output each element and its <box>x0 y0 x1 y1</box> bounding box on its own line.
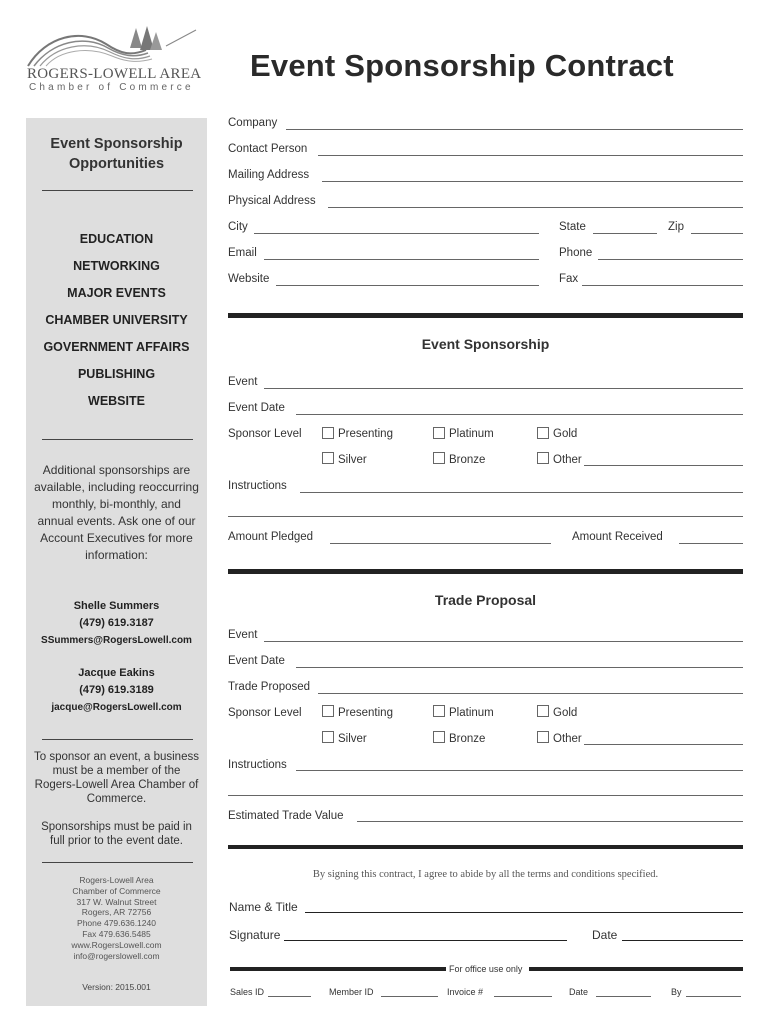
signature-field[interactable] <box>284 940 567 941</box>
estimated-trade-value-label: Estimated Trade Value <box>228 810 344 822</box>
logo-name: ROGERS-LOWELL AREA <box>27 66 202 82</box>
opportunity-item: GOVERNMENT AFFAIRS <box>43 340 190 354</box>
state-label: State <box>559 221 586 233</box>
instructions-label: Instructions <box>228 480 287 492</box>
event-date-label: Event Date <box>228 402 285 414</box>
sales-id-label: Sales ID <box>230 987 265 997</box>
name-title-field[interactable] <box>305 912 743 913</box>
amount-pledged-field[interactable] <box>330 543 551 544</box>
company-field[interactable] <box>286 129 743 130</box>
trade-presenting-label: Presenting <box>338 707 393 719</box>
trade-event-date-label: Event Date <box>228 655 285 667</box>
event-date-field[interactable] <box>296 414 743 415</box>
invoice-field[interactable] <box>494 996 552 997</box>
sidebar-heading <box>26 134 207 174</box>
signature-date-label: Date <box>592 928 618 942</box>
physical-address-label: Physical Address <box>228 195 316 207</box>
contact-email: jacque@RogersLowell.com <box>51 702 182 713</box>
address-line: Rogers, AR 72756 <box>81 907 152 918</box>
office-date-field[interactable] <box>596 996 651 997</box>
trade-silver-checkbox[interactable] <box>322 731 334 743</box>
opportunity-item: CHAMBER UNIVERSITY <box>45 313 188 327</box>
address-line: 317 W. Walnut Street <box>76 896 157 907</box>
contact-person-label: Contact Person <box>228 143 308 155</box>
sidebar-divider <box>42 439 193 440</box>
invoice-label: Invoice # <box>447 987 484 997</box>
contact-jacque <box>26 665 207 716</box>
name-title-label: Name & Title <box>229 900 298 914</box>
chamber-address <box>26 875 207 961</box>
logo-subtitle: Chamber of Commerce <box>29 82 194 93</box>
address-line: Fax 479.636.5485 <box>82 928 151 939</box>
address-line: Chamber of Commerce <box>72 885 161 896</box>
amount-received-field[interactable] <box>679 543 743 544</box>
sidebar-divider <box>42 739 193 740</box>
gold-checkbox[interactable] <box>537 427 549 439</box>
trade-silver-label: Silver <box>338 733 367 745</box>
sales-id-field[interactable] <box>268 996 311 997</box>
trade-bronze-checkbox[interactable] <box>433 731 445 743</box>
phone-field[interactable] <box>598 259 743 260</box>
other-field[interactable] <box>584 465 743 466</box>
additional-sponsorships-text: Additional sponsorships are available, including reoccurring monthly, bi-monthly, and annual events. Ask one of our Account Executives for more information: <box>34 463 199 562</box>
presenting-label: Presenting <box>338 428 393 440</box>
sidebar-heading-line1: Event Sponsorship <box>50 136 183 152</box>
instructions-field[interactable] <box>300 492 743 493</box>
page-title: Event Sponsorship Contract <box>250 48 674 83</box>
contact-name: Shelle Summers <box>73 600 160 612</box>
bronze-checkbox[interactable] <box>433 452 445 464</box>
trade-proposed-field[interactable] <box>318 693 743 694</box>
trade-platinum-checkbox[interactable] <box>433 705 445 717</box>
version-label: Version: 2015.001 <box>82 982 151 992</box>
fax-label: Fax <box>559 273 579 285</box>
by-label: By <box>671 987 682 997</box>
by-field[interactable] <box>686 996 741 997</box>
event-field[interactable] <box>264 388 743 389</box>
trade-gold-label: Gold <box>553 707 578 719</box>
silver-label: Silver <box>338 454 367 466</box>
opportunity-item: NETWORKING <box>73 259 160 273</box>
trade-bronze-label: Bronze <box>449 733 486 745</box>
opportunity-item: MAJOR EVENTS <box>67 286 166 300</box>
mailing-address-label: Mailing Address <box>228 169 310 181</box>
event-label: Event <box>228 376 258 388</box>
sidebar-divider <box>42 862 193 863</box>
other-checkbox[interactable] <box>537 452 549 464</box>
section-divider <box>228 569 743 574</box>
office-use-bar-right <box>529 967 743 971</box>
presenting-checkbox[interactable] <box>322 427 334 439</box>
fax-field[interactable] <box>582 285 743 286</box>
amount-pledged-label: Amount Pledged <box>228 531 314 543</box>
opportunity-item: WEBSITE <box>88 394 145 408</box>
signature-label: Signature <box>229 928 281 942</box>
email-label: Email <box>228 247 257 259</box>
website-field[interactable] <box>276 285 539 286</box>
office-date-label: Date <box>569 987 589 997</box>
website-label: Website <box>228 273 270 285</box>
phone-label: Phone <box>559 247 593 259</box>
office-use-label: For office use only <box>449 964 523 974</box>
estimated-trade-value-field[interactable] <box>357 821 743 822</box>
email-field[interactable] <box>264 259 539 260</box>
sponsor-level-label: Sponsor Level <box>228 428 302 440</box>
amount-received-label: Amount Received <box>572 531 663 543</box>
sidebar-heading-line2: Opportunities <box>68 156 165 172</box>
membership-note: To sponsor an event, a business must be a member of the Rogers-Lowell Area Chamber of Commerce. <box>34 751 199 805</box>
payment-note: Sponsorships must be paid in full prior to the event date. <box>41 821 192 847</box>
other-label: Other <box>553 454 582 466</box>
opportunity-item: EDUCATION <box>79 232 154 246</box>
address-line: Phone 479.636.1240 <box>77 918 156 929</box>
zip-label: Zip <box>668 221 684 233</box>
trade-gold-checkbox[interactable] <box>537 705 549 717</box>
zip-field[interactable] <box>691 233 743 234</box>
trade-instructions-field[interactable] <box>296 770 743 771</box>
contact-email: SSummers@RogersLowell.com <box>41 635 192 646</box>
opportunity-item: PUBLISHING <box>77 367 156 381</box>
trade-proposed-label: Trade Proposed <box>228 681 311 693</box>
physical-address-field[interactable] <box>328 207 743 208</box>
event-sponsorship-heading: Event Sponsorship <box>421 336 550 352</box>
contact-person-field[interactable] <box>318 155 743 156</box>
section-divider <box>228 313 743 318</box>
contact-phone: (479) 619.3189 <box>79 684 154 696</box>
sidebar-divider <box>42 190 193 191</box>
trade-proposal-heading: Trade Proposal <box>434 592 537 608</box>
signature-date-field[interactable] <box>622 940 743 941</box>
trade-event-label: Event <box>228 629 258 641</box>
trade-presenting-checkbox[interactable] <box>322 705 334 717</box>
contact-shelle <box>26 598 207 649</box>
address-line: Rogers-Lowell Area <box>79 875 154 885</box>
chamber-logo-icon <box>26 26 198 68</box>
office-use-bar-left <box>230 967 446 971</box>
silver-checkbox[interactable] <box>322 452 334 464</box>
state-field[interactable] <box>593 233 657 234</box>
trade-other-field[interactable] <box>584 744 743 745</box>
trade-instructions-field-line2[interactable] <box>228 795 743 796</box>
trade-instructions-label: Instructions <box>228 759 287 771</box>
gold-label: Gold <box>553 428 578 440</box>
trade-event-date-field[interactable] <box>296 667 743 668</box>
sidebar <box>26 118 207 1006</box>
address-line: www.RogersLowell.com <box>71 939 162 950</box>
agreement-text: By signing this contract, I agree to abide by all the terms and conditions specified. <box>312 869 659 880</box>
contact-name: Jacque Eakins <box>78 667 155 679</box>
trade-event-field[interactable] <box>264 641 743 642</box>
member-id-field[interactable] <box>381 996 438 997</box>
address-line: info@rogerslowell.com <box>73 950 160 961</box>
platinum-checkbox[interactable] <box>433 427 445 439</box>
company-label: Company <box>228 117 278 129</box>
instructions-field-line2[interactable] <box>228 516 743 517</box>
trade-other-checkbox[interactable] <box>537 731 549 743</box>
opportunity-list <box>26 226 207 415</box>
trade-other-label: Other <box>553 733 582 745</box>
member-id-label: Member ID <box>329 987 374 997</box>
trade-sponsor-level-label: Sponsor Level <box>228 707 302 719</box>
contact-phone: (479) 619.3187 <box>79 617 154 629</box>
platinum-label: Platinum <box>449 428 494 440</box>
mailing-address-field[interactable] <box>322 181 743 182</box>
bronze-label: Bronze <box>449 454 486 466</box>
section-divider <box>228 845 743 849</box>
trade-platinum-label: Platinum <box>449 707 494 719</box>
city-field[interactable] <box>254 233 539 234</box>
city-label: City <box>228 221 248 233</box>
